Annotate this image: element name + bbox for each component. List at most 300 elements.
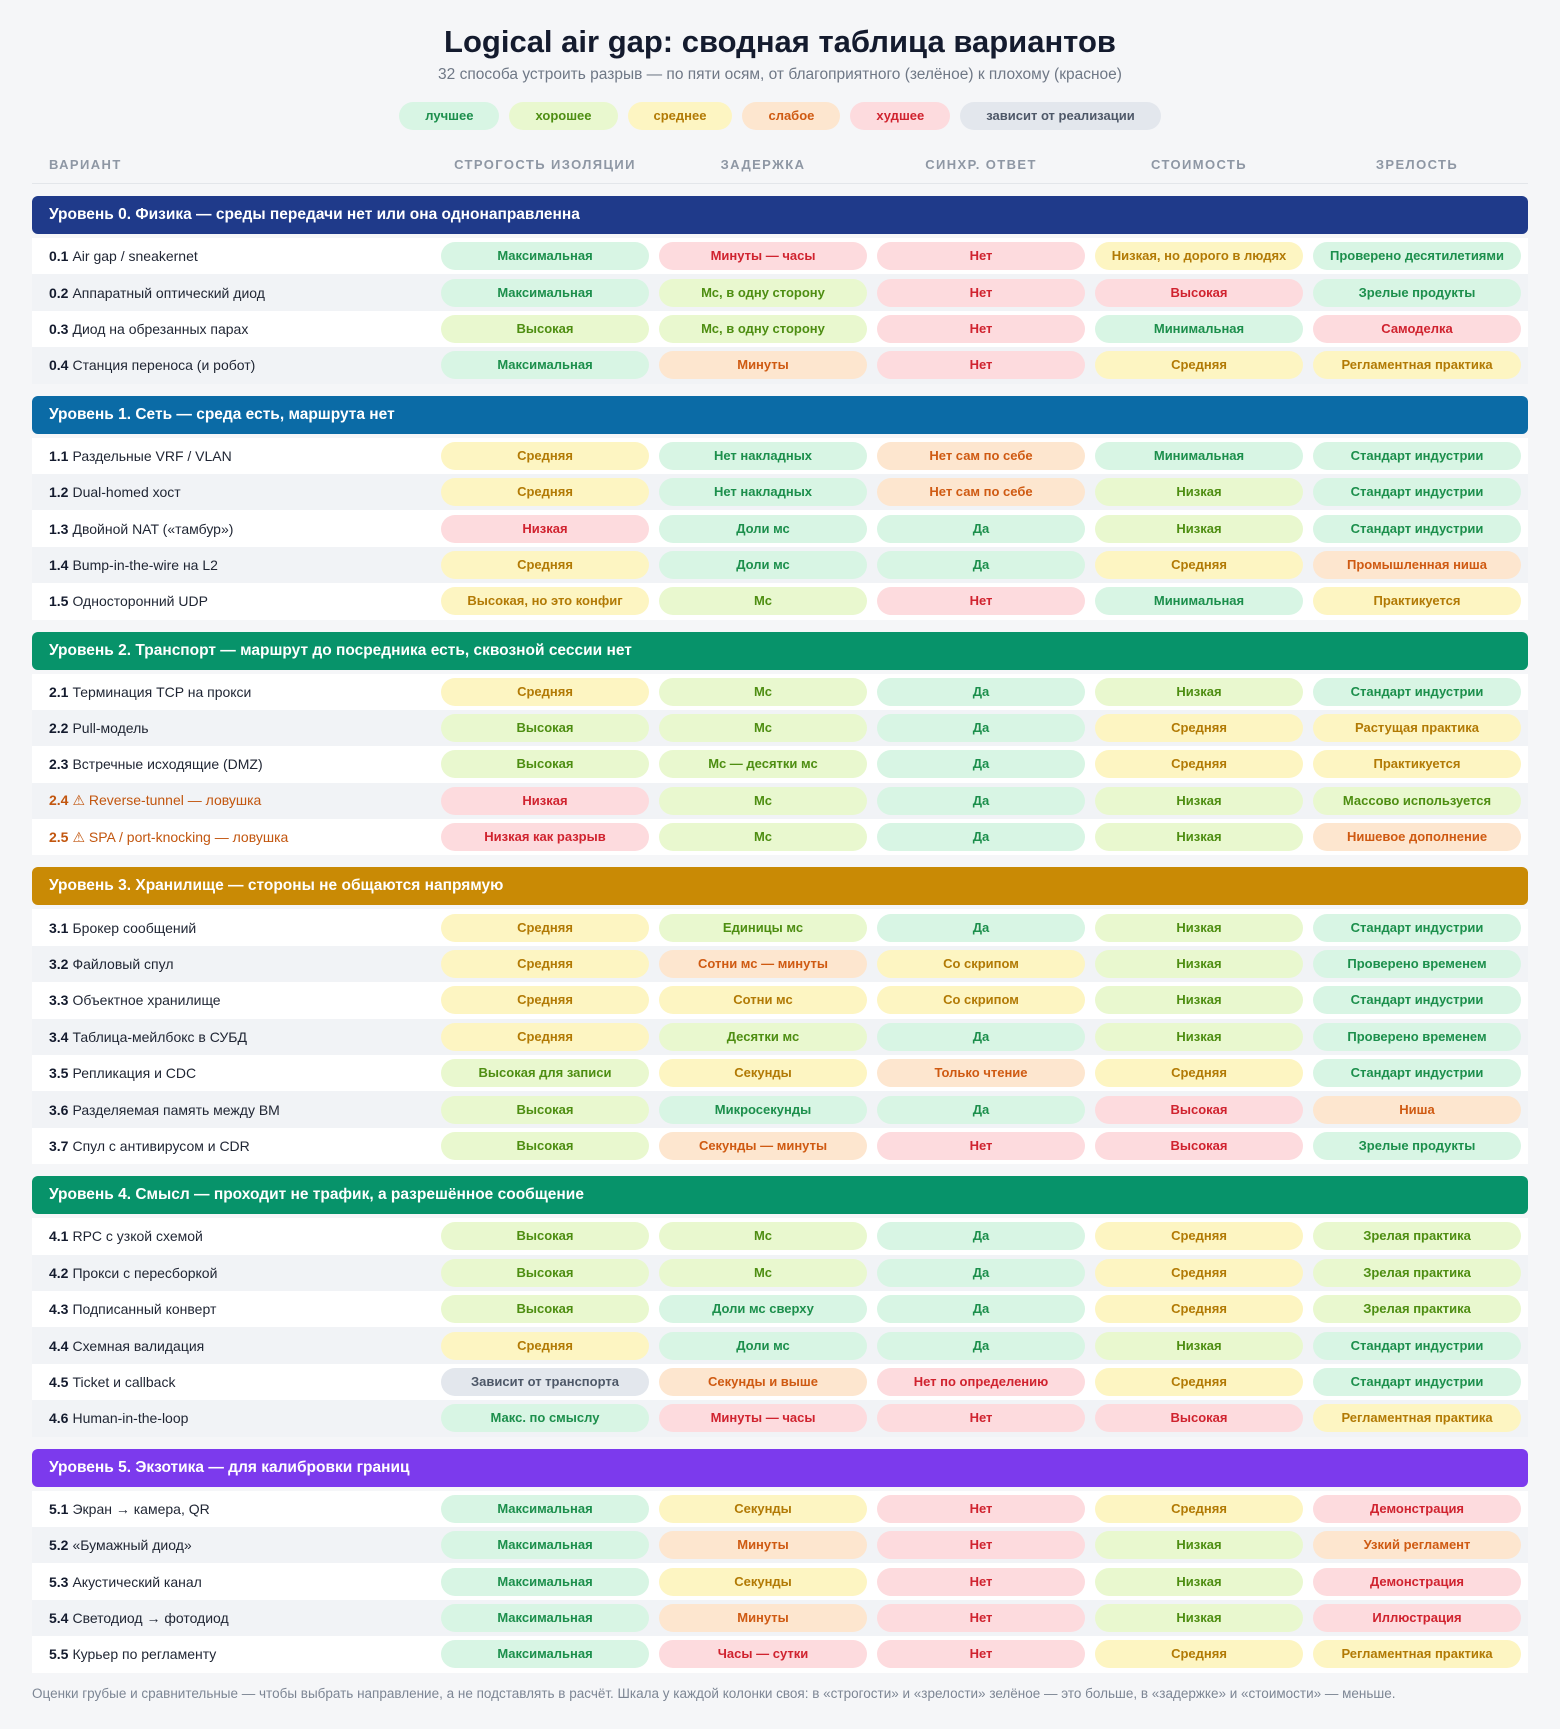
variant-name bbox=[32, 992, 436, 1008]
rating-pill: Массово используется bbox=[1313, 787, 1521, 815]
rating-pill: Нет накладных bbox=[659, 442, 867, 470]
rating-pill: Да bbox=[877, 1332, 1085, 1360]
variant-name bbox=[32, 521, 436, 537]
variant-id: 1.3 bbox=[49, 520, 69, 537]
rating-pill: Регламентная практика bbox=[1313, 351, 1521, 379]
variant-label: Ticket и callback bbox=[72, 1373, 176, 1390]
rating-pill: Средняя bbox=[441, 551, 649, 579]
rating-pill: Низкая bbox=[1095, 787, 1303, 815]
variant-label: Файловый спул bbox=[72, 956, 174, 973]
variant-label: Акустический канал bbox=[72, 1573, 202, 1590]
rating-pill: Низкая bbox=[1095, 1023, 1303, 1051]
variant-id: 0.1 bbox=[49, 248, 69, 265]
rating-pill: Нет bbox=[877, 351, 1085, 379]
level-section-3 bbox=[32, 867, 1528, 1164]
rating-pill: Высокая bbox=[441, 315, 649, 343]
legend-item-good: хорошее bbox=[509, 102, 617, 130]
rating-pill: Стандарт индустрии bbox=[1313, 478, 1521, 506]
table-row bbox=[32, 710, 1528, 746]
variant-id: 4.2 bbox=[49, 1264, 69, 1281]
variant-label: Репликация и CDC bbox=[72, 1065, 197, 1082]
level-section-5 bbox=[32, 1449, 1528, 1673]
level-header: Уровень 2. Транспорт — маршрут до посредника есть, сквозной сессии нет bbox=[32, 632, 1528, 670]
rating-pill: Высокая bbox=[441, 1259, 649, 1287]
variant-name bbox=[32, 1102, 436, 1118]
rating-pill: Низкая bbox=[1095, 1332, 1303, 1360]
variant-id: 0.4 bbox=[49, 357, 69, 374]
rating-pill: Средняя bbox=[441, 986, 649, 1014]
rating-pill: Да bbox=[877, 914, 1085, 942]
variant-id: 5.5 bbox=[49, 1646, 69, 1663]
variant-id: 4.5 bbox=[49, 1373, 69, 1390]
rating-pill: Нет bbox=[877, 1404, 1085, 1432]
rating-pill: Нет bbox=[877, 1495, 1085, 1523]
variant-id: 0.3 bbox=[49, 320, 69, 337]
rating-pill: Секунды — минуты bbox=[659, 1132, 867, 1160]
rating-pill: Низкая bbox=[1095, 1568, 1303, 1596]
variant-name bbox=[32, 1574, 436, 1590]
variant-id: 2.1 bbox=[49, 683, 69, 700]
column-headers bbox=[32, 146, 1528, 184]
rating-pill: Высокая bbox=[1095, 1404, 1303, 1432]
rating-pill: Низкая bbox=[1095, 515, 1303, 543]
rating-pill: Мс — десятки мс bbox=[659, 750, 867, 778]
rating-pill: Стандарт индустрии bbox=[1313, 1332, 1521, 1360]
rating-pill: Проверено десятилетиями bbox=[1313, 242, 1521, 270]
variant-label: Курьер по регламенту bbox=[72, 1646, 217, 1663]
rating-pill: Регламентная практика bbox=[1313, 1404, 1521, 1432]
rating-pill: Нет сам по себе bbox=[877, 442, 1085, 470]
variant-name bbox=[32, 920, 436, 936]
variant-name bbox=[32, 1537, 436, 1553]
variant-id: 5.1 bbox=[49, 1500, 69, 1517]
variant-name bbox=[32, 557, 436, 573]
rating-pill: Микросекунды bbox=[659, 1096, 867, 1124]
rating-pill: Максимальная bbox=[441, 1640, 649, 1668]
rating-pill: Высокая bbox=[441, 1096, 649, 1124]
rating-pill: Зрелая практика bbox=[1313, 1259, 1521, 1287]
variant-name bbox=[32, 1065, 436, 1081]
variant-label: Pull-модель bbox=[72, 720, 149, 737]
rating-pill: Нет сам по себе bbox=[877, 478, 1085, 506]
rating-pill: Зрелые продукты bbox=[1313, 279, 1521, 307]
table-row bbox=[32, 1218, 1528, 1254]
rating-pill: Низкая bbox=[1095, 1604, 1303, 1632]
variant-label: Air gap / sneakernet bbox=[72, 248, 198, 265]
variant-name bbox=[32, 720, 436, 736]
sections bbox=[32, 196, 1528, 1673]
rating-pill: Да bbox=[877, 823, 1085, 851]
rating-pill: Да bbox=[877, 1023, 1085, 1051]
rating-pill: Доли мс bbox=[659, 515, 867, 543]
rating-pill: Нет bbox=[877, 315, 1085, 343]
table-row bbox=[32, 946, 1528, 982]
rating-pill: Да bbox=[877, 678, 1085, 706]
variant-id: 1.2 bbox=[49, 484, 69, 501]
variant-label: Экран → камера, QR bbox=[72, 1500, 210, 1517]
rating-pill: Нет bbox=[877, 1531, 1085, 1559]
rating-pill: Проверено временем bbox=[1313, 1023, 1521, 1051]
footnote: Оценки грубые и сравнительные — чтобы выбрать направление, а не подставлять в расчёт. Шкала у каждой колонки своя: в «строгости» и «зрелости» зелёное — это больше, в «задержке» и «стоимости» — меньше. bbox=[32, 1686, 1396, 1701]
rating-pill: Максимальная bbox=[441, 1568, 649, 1596]
rating-pill: Зависит от транспорта bbox=[441, 1368, 649, 1396]
rating-pill: Минимальная bbox=[1095, 587, 1303, 615]
variant-name bbox=[32, 1410, 436, 1426]
variant-id: 2.4 bbox=[49, 792, 69, 809]
variant-id: 3.6 bbox=[49, 1101, 69, 1118]
rating-pill: Минуты — часы bbox=[659, 1404, 867, 1432]
level-section-0 bbox=[32, 196, 1528, 384]
rating-pill: Мс, в одну сторону bbox=[659, 279, 867, 307]
variant-label: Аппаратный оптический диод bbox=[72, 284, 265, 301]
variant-name bbox=[32, 321, 436, 337]
table-row bbox=[32, 474, 1528, 510]
rating-pill: Нет по определению bbox=[877, 1368, 1085, 1396]
rating-pill: Минуты — часы bbox=[659, 242, 867, 270]
legend bbox=[32, 102, 1528, 130]
rating-pill: Низкая bbox=[1095, 986, 1303, 1014]
column-header-2: ЗАДЕРЖКА bbox=[720, 157, 806, 172]
variant-id: 1.1 bbox=[49, 447, 69, 464]
table-row bbox=[32, 982, 1528, 1018]
rating-pill: Растущая практика bbox=[1313, 714, 1521, 742]
variant-name bbox=[32, 1301, 436, 1317]
rating-pill: Мс bbox=[659, 1222, 867, 1250]
rating-pill: Секунды bbox=[659, 1059, 867, 1087]
legend-item-dep: зависит от реализации bbox=[960, 102, 1160, 130]
variant-label: Диод на обрезанных парах bbox=[72, 320, 249, 337]
table-row bbox=[32, 819, 1528, 855]
variant-label: Схемная валидация bbox=[72, 1337, 205, 1354]
rating-pill: Иллюстрация bbox=[1313, 1604, 1521, 1632]
rating-pill: Средняя bbox=[1095, 351, 1303, 379]
rating-pill: Демонстрация bbox=[1313, 1568, 1521, 1596]
rating-pill: Высокая для записи bbox=[441, 1059, 649, 1087]
variant-id: 3.7 bbox=[49, 1138, 69, 1154]
variant-name bbox=[32, 248, 436, 264]
variant-label: «Бумажный диод» bbox=[72, 1537, 192, 1554]
table-row bbox=[32, 1091, 1528, 1127]
rating-pill: Минимальная bbox=[1095, 442, 1303, 470]
rating-pill: Минимальная bbox=[1095, 315, 1303, 343]
rating-pill: Только чтение bbox=[877, 1059, 1085, 1087]
variant-name bbox=[32, 756, 436, 772]
variant-id: 3.3 bbox=[49, 992, 69, 1009]
rating-pill: Да bbox=[877, 1222, 1085, 1250]
variant-name bbox=[32, 1646, 436, 1662]
rating-pill: Мс bbox=[659, 1259, 867, 1287]
level-header: Уровень 4. Смысл — проходит не трафик, а разрешённое сообщение bbox=[32, 1176, 1528, 1214]
variant-name bbox=[32, 1228, 436, 1244]
variant-id: 3.1 bbox=[49, 919, 69, 936]
rating-pill: Зрелая практика bbox=[1313, 1222, 1521, 1250]
rating-pill: Да bbox=[877, 1096, 1085, 1124]
variant-label: Двойной NAT («тамбур») bbox=[72, 520, 234, 537]
legend-item-worst: худшее bbox=[850, 102, 950, 130]
rating-pill: Секунды и выше bbox=[659, 1368, 867, 1396]
rating-pill: Самоделка bbox=[1313, 315, 1521, 343]
rating-pill: Низкая как разрыв bbox=[441, 823, 649, 851]
rating-pill: Средняя bbox=[1095, 1259, 1303, 1287]
variant-id: 1.5 bbox=[49, 593, 69, 610]
variant-name bbox=[32, 792, 436, 809]
rating-pill: Да bbox=[877, 750, 1085, 778]
rating-pill: Мс bbox=[659, 714, 867, 742]
table-row bbox=[32, 1400, 1528, 1436]
variant-label: Bump-in-the-wire на L2 bbox=[72, 556, 218, 573]
variant-name bbox=[32, 829, 436, 846]
table-row bbox=[32, 274, 1528, 310]
rating-pill: Стандарт индустрии bbox=[1313, 442, 1521, 470]
table-row bbox=[32, 547, 1528, 583]
rating-pill: Средняя bbox=[1095, 551, 1303, 579]
variant-name bbox=[32, 593, 436, 609]
rating-pill: Средняя bbox=[1095, 714, 1303, 742]
table-row bbox=[32, 1019, 1528, 1055]
rating-pill: Низкая bbox=[1095, 823, 1303, 851]
variant-id: 0.2 bbox=[49, 284, 69, 301]
rating-pill: Высокая bbox=[441, 714, 649, 742]
variant-label: Dual-homed хост bbox=[72, 484, 181, 501]
rating-pill: Низкая bbox=[441, 515, 649, 543]
rating-pill: Да bbox=[877, 1259, 1085, 1287]
rating-pill: Часы — сутки bbox=[659, 1640, 867, 1668]
variant-name bbox=[32, 1029, 436, 1045]
variant-label: RPC с узкой схемой bbox=[72, 1228, 203, 1245]
rating-pill: Нет bbox=[877, 1640, 1085, 1668]
table-row bbox=[32, 1600, 1528, 1636]
rating-pill: Единицы мс bbox=[659, 914, 867, 942]
level-section-2 bbox=[32, 632, 1528, 856]
table-row bbox=[32, 438, 1528, 474]
rating-pill: Высокая bbox=[441, 1222, 649, 1250]
variant-id: 4.3 bbox=[49, 1301, 69, 1318]
rating-pill: Сотни мс bbox=[659, 986, 867, 1014]
rating-pill: Средняя bbox=[441, 478, 649, 506]
rating-pill: Макс. по смыслу bbox=[441, 1404, 649, 1432]
table-row bbox=[32, 510, 1528, 546]
rating-pill: Низкая bbox=[1095, 950, 1303, 978]
column-header-0: ВАРИАНТ bbox=[49, 157, 122, 172]
legend-item-weak: слабое bbox=[742, 102, 840, 130]
rating-pill: Доли мс сверху bbox=[659, 1295, 867, 1323]
table-row bbox=[32, 783, 1528, 819]
rating-pill: Средняя bbox=[1095, 1059, 1303, 1087]
rating-pill: Нет bbox=[877, 279, 1085, 307]
variant-name bbox=[32, 484, 436, 500]
variant-label: Терминация TCP на прокси bbox=[72, 683, 252, 700]
variant-label: Встречные исходящие (DMZ) bbox=[72, 756, 263, 773]
rating-pill: Стандарт индустрии bbox=[1313, 1059, 1521, 1087]
rating-pill: Низкая bbox=[441, 787, 649, 815]
variant-id: 5.2 bbox=[49, 1537, 69, 1554]
rating-pill: Средняя bbox=[441, 914, 649, 942]
rating-pill: Стандарт индустрии bbox=[1313, 678, 1521, 706]
column-header-3: СИНХР. ОТВЕТ bbox=[925, 157, 1037, 172]
rating-pill: Секунды bbox=[659, 1568, 867, 1596]
rating-pill: Высокая bbox=[441, 750, 649, 778]
rating-pill: Минуты bbox=[659, 1604, 867, 1632]
rating-pill: Максимальная bbox=[441, 1531, 649, 1559]
table-row bbox=[32, 1327, 1528, 1363]
rating-pill: Высокая bbox=[441, 1132, 649, 1160]
variant-label: Прокси с пересборкой bbox=[72, 1264, 218, 1281]
column-header-5: ЗРЕЛОСТЬ bbox=[1375, 157, 1459, 172]
rating-pill: Десятки мс bbox=[659, 1023, 867, 1051]
rating-pill: Зрелые продукты bbox=[1313, 1132, 1521, 1160]
variant-name bbox=[32, 684, 436, 700]
rating-pill: Нет bbox=[877, 1132, 1085, 1160]
variant-id: 2.3 bbox=[49, 756, 69, 773]
table-row bbox=[32, 583, 1528, 619]
variant-name bbox=[32, 1374, 436, 1390]
rating-pill: Доли мс bbox=[659, 551, 867, 579]
table-row bbox=[32, 746, 1528, 782]
column-header-4: СТОИМОСТЬ bbox=[1150, 157, 1248, 172]
variant-id: 4.4 bbox=[49, 1337, 69, 1354]
level-header: Уровень 0. Физика — среды передачи нет или она однонаправленна bbox=[32, 196, 1528, 234]
rating-pill: Секунды bbox=[659, 1495, 867, 1523]
legend-item-mid: среднее bbox=[628, 102, 733, 130]
variant-id: 4.6 bbox=[49, 1410, 69, 1427]
rating-pill: Регламентная практика bbox=[1313, 1640, 1521, 1668]
column-header-1: СТРОГОСТЬ ИЗОЛЯЦИИ bbox=[454, 157, 636, 172]
rating-pill: Средняя bbox=[1095, 1295, 1303, 1323]
rating-pill: Низкая bbox=[1095, 1531, 1303, 1559]
rating-pill: Нет bbox=[877, 587, 1085, 615]
variant-name bbox=[32, 357, 436, 373]
variant-label: ⚠ Reverse-tunnel — ловушка bbox=[72, 792, 262, 809]
variant-id: 4.1 bbox=[49, 1228, 69, 1245]
rating-pill: Максимальная bbox=[441, 279, 649, 307]
variant-label: Human-in-the-loop bbox=[72, 1410, 189, 1427]
rating-pill: Да bbox=[877, 1295, 1085, 1323]
rating-pill: Минуты bbox=[659, 351, 867, 379]
level-header: Уровень 1. Сеть — среда есть, маршрута нет bbox=[32, 396, 1528, 434]
variant-id: 3.2 bbox=[49, 956, 69, 973]
rating-pill: Проверено временем bbox=[1313, 950, 1521, 978]
rating-pill: Низкая bbox=[1095, 914, 1303, 942]
variant-name bbox=[32, 1265, 436, 1281]
level-header: Уровень 3. Хранилище — стороны не общаются напрямую bbox=[32, 867, 1528, 905]
rating-pill: Высокая bbox=[441, 1295, 649, 1323]
variant-label: Объектное хранилище bbox=[72, 992, 221, 1009]
rating-pill: Низкая, но дорого в людях bbox=[1095, 242, 1303, 270]
table-row bbox=[32, 1128, 1528, 1164]
level-header: Уровень 5. Экзотика — для калибровки границ bbox=[32, 1449, 1528, 1487]
rating-pill: Средняя bbox=[1095, 1640, 1303, 1668]
rating-pill: Высокая bbox=[1095, 1096, 1303, 1124]
rating-pill: Мс bbox=[659, 678, 867, 706]
rating-pill: Ниша bbox=[1313, 1096, 1521, 1124]
variant-name bbox=[32, 1338, 436, 1354]
rating-pill: Мс, в одну сторону bbox=[659, 315, 867, 343]
variant-id: 1.4 bbox=[49, 556, 69, 573]
rating-pill: Нет накладных bbox=[659, 478, 867, 506]
rating-pill: Максимальная bbox=[441, 1495, 649, 1523]
variant-label: ⚠ SPA / port-knocking — ловушка bbox=[72, 828, 289, 845]
rating-pill: Минуты bbox=[659, 1531, 867, 1559]
table-row bbox=[32, 1364, 1528, 1400]
rating-pill: Мс bbox=[659, 823, 867, 851]
rating-pill: Мс bbox=[659, 587, 867, 615]
rating-pill: Да bbox=[877, 787, 1085, 815]
table-row bbox=[32, 1563, 1528, 1599]
rating-pill: Да bbox=[877, 714, 1085, 742]
rating-pill: Узкий регламент bbox=[1313, 1531, 1521, 1559]
variant-name bbox=[32, 1501, 436, 1517]
rating-pill: Средняя bbox=[441, 1332, 649, 1360]
rating-pill: Нет bbox=[877, 1604, 1085, 1632]
variant-id: 2.5 bbox=[49, 828, 69, 845]
variant-id: 5.4 bbox=[49, 1609, 69, 1626]
rating-pill: Стандарт индустрии bbox=[1313, 986, 1521, 1014]
variant-id: 5.3 bbox=[49, 1573, 69, 1590]
table-row bbox=[32, 1491, 1528, 1527]
rating-pill: Да bbox=[877, 515, 1085, 543]
table-row bbox=[32, 1055, 1528, 1091]
rating-pill: Средняя bbox=[1095, 1222, 1303, 1250]
rating-pill: Нишевое дополнение bbox=[1313, 823, 1521, 851]
rating-pill: Промышленная ниша bbox=[1313, 551, 1521, 579]
table-row bbox=[32, 1291, 1528, 1327]
rating-pill: Высокая bbox=[1095, 279, 1303, 307]
table-row bbox=[32, 238, 1528, 274]
rating-pill: Средняя bbox=[441, 950, 649, 978]
level-section-4 bbox=[32, 1176, 1528, 1436]
variant-name bbox=[32, 448, 436, 464]
variant-label: Разделяемая память между ВМ bbox=[72, 1101, 280, 1118]
variant-label: Односторонний UDP bbox=[72, 593, 208, 610]
variant-id: 2.2 bbox=[49, 720, 69, 737]
rating-pill: Средняя bbox=[441, 1023, 649, 1051]
rating-pill: Максимальная bbox=[441, 1604, 649, 1632]
rating-pill: Максимальная bbox=[441, 242, 649, 270]
rating-pill: Нет bbox=[877, 1568, 1085, 1596]
rating-pill: Практикуется bbox=[1313, 750, 1521, 778]
rating-pill: Средняя bbox=[1095, 1495, 1303, 1523]
table-row bbox=[32, 1636, 1528, 1672]
rating-pill: Да bbox=[877, 551, 1085, 579]
rating-pill: Мс bbox=[659, 787, 867, 815]
table-row bbox=[32, 347, 1528, 383]
rating-pill: Практикуется bbox=[1313, 587, 1521, 615]
variant-name bbox=[32, 956, 436, 972]
variant-label: Станция переноса (и робот) bbox=[72, 357, 256, 374]
rating-pill: Демонстрация bbox=[1313, 1495, 1521, 1523]
variant-label: Подписанный конверт bbox=[72, 1301, 217, 1318]
variant-name bbox=[32, 285, 436, 301]
rating-pill: Зрелая практика bbox=[1313, 1295, 1521, 1323]
variant-name bbox=[32, 1610, 436, 1626]
rating-pill: Сотни мс — минуты bbox=[659, 950, 867, 978]
rating-pill: Средняя bbox=[1095, 750, 1303, 778]
level-section-1 bbox=[32, 396, 1528, 620]
legend-item-best: лучшее bbox=[399, 102, 499, 130]
variant-id: 3.5 bbox=[49, 1065, 69, 1082]
rating-pill: Высокая, но это конфиг bbox=[441, 587, 649, 615]
rating-pill: Стандарт индустрии bbox=[1313, 914, 1521, 942]
variant-label: Раздельные VRF / VLAN bbox=[72, 447, 232, 464]
rating-pill: Средняя bbox=[441, 442, 649, 470]
variant-label: Светодиод → фотодиод bbox=[72, 1609, 229, 1626]
rating-pill: Средняя bbox=[441, 678, 649, 706]
variant-label: Брокер сообщений bbox=[72, 919, 197, 936]
table-row bbox=[32, 1255, 1528, 1291]
rating-pill: Со скрипом bbox=[877, 986, 1085, 1014]
rating-pill: Стандарт индустрии bbox=[1313, 1368, 1521, 1396]
rating-pill: Со скрипом bbox=[877, 950, 1085, 978]
